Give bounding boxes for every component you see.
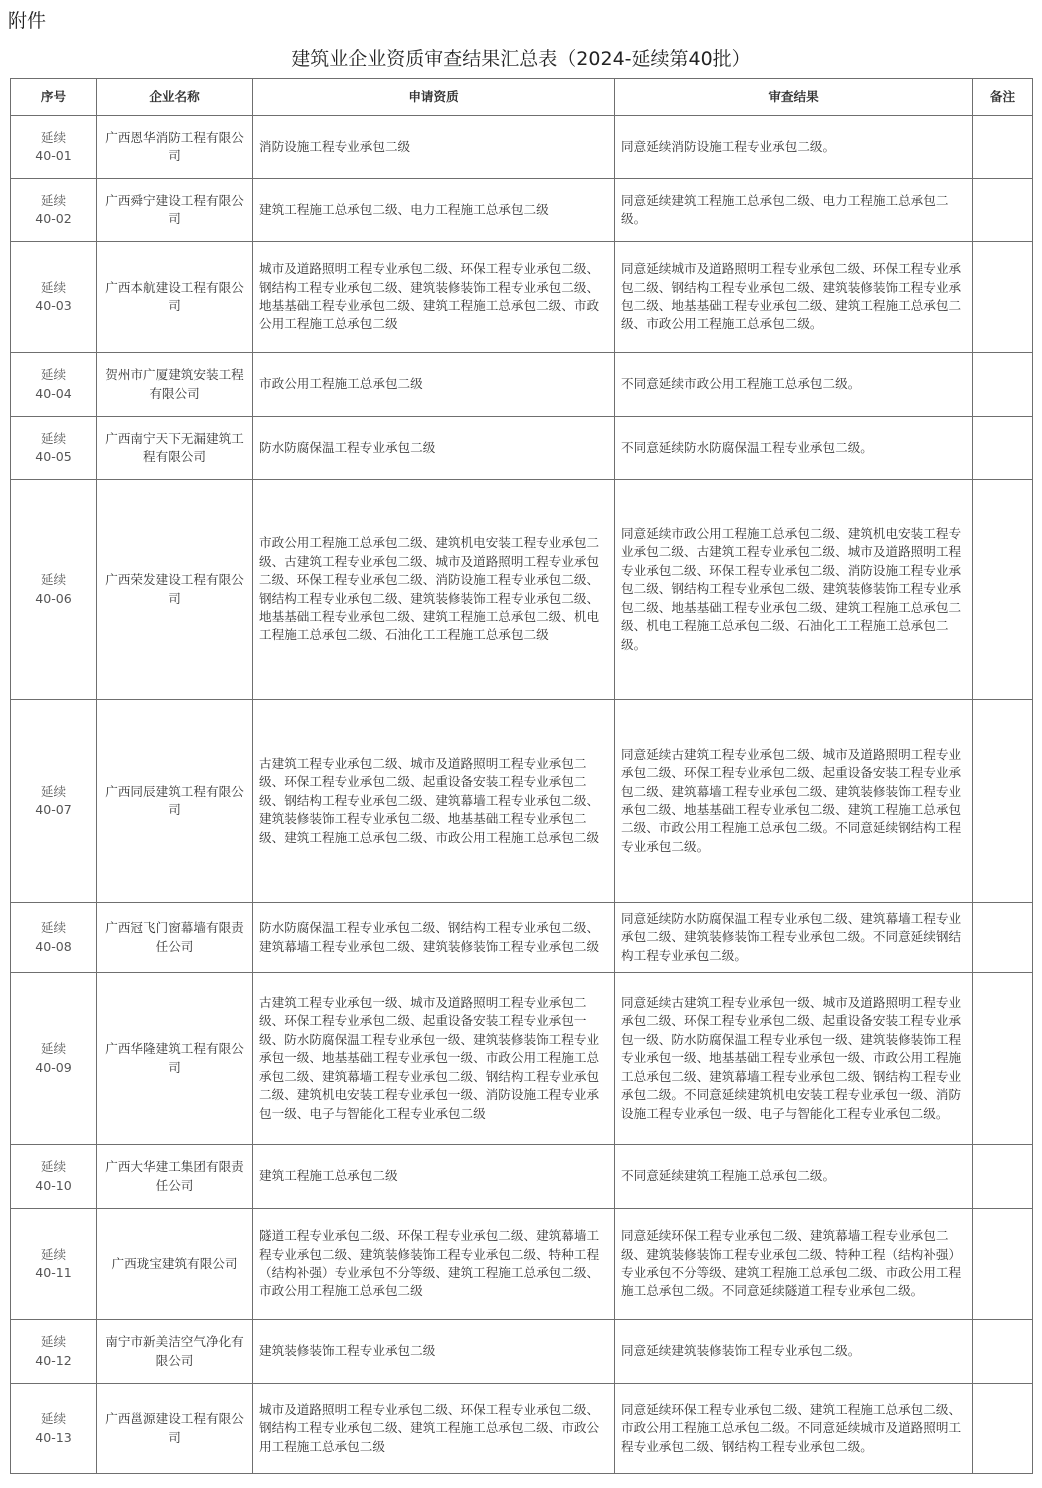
review-result: 同意延续环保工程专业承包二级、建筑幕墙工程专业承包二级、建筑装修装饰工程专业承包二级、特种工程（结构补强）专业承包不分等级、建筑工程施工总承包二级、市政公用工程施工总承包二级。不同意延续隧道工程专业承包二级。 bbox=[615, 1209, 973, 1320]
row-seq bbox=[11, 1384, 97, 1474]
row-seq bbox=[11, 353, 97, 417]
review-result: 同意延续古建筑工程专业承包一级、城市及道路照明工程专业承包二级、环保工程专业承包二级、起重设备安装工程专业承包一级、防水防腐保温工程专业承包一级、建筑装修装饰工程专业承包一级、地基基础工程专业承包一级、市政公用工程施工总承包二级、建筑幕墙工程专业承包二级、钢结构工程专业承包二级。不同意延续建筑机电安装工程专业承包一级、消防设施工程专业承包一级、电子与智能化工程专业承包二级。 bbox=[615, 973, 973, 1145]
note-cell bbox=[973, 1209, 1033, 1320]
results-table bbox=[10, 78, 1033, 1474]
applied-qualification: 隧道工程专业承包二级、环保工程专业承包二级、建筑幕墙工程专业承包二级、建筑装修装饰工程专业承包二级、特种工程（结构补强）专业承包不分等级、建筑工程施工总承包二级、市政公用工程施工总承包二级 bbox=[253, 1209, 615, 1320]
note-cell bbox=[973, 179, 1033, 242]
note-cell bbox=[973, 903, 1033, 973]
seq-prefix: 延续 bbox=[40, 129, 67, 145]
company-name: 贺州市广厦建筑安装工程有限公司 bbox=[97, 353, 253, 417]
seq-prefix: 延续 bbox=[40, 1334, 67, 1350]
table-row bbox=[11, 1145, 1033, 1209]
company-name: 广西舜宁建设工程有限公司 bbox=[97, 179, 253, 242]
row-seq bbox=[11, 1320, 97, 1384]
applied-qualification: 防水防腐保温工程专业承包二级 bbox=[253, 417, 615, 480]
review-result: 不同意延续防水防腐保温工程专业承包二级。 bbox=[615, 417, 973, 480]
page-title: 建筑业企业资质审查结果汇总表（2024-延续第40批） bbox=[291, 48, 751, 70]
applied-qualification: 建筑工程施工总承包二级、电力工程施工总承包二级 bbox=[253, 179, 615, 242]
review-result: 不同意延续市政公用工程施工总承包二级。 bbox=[615, 353, 973, 417]
seq-number: 40-08 bbox=[35, 938, 72, 954]
seq-prefix: 延续 bbox=[40, 1246, 67, 1262]
row-seq bbox=[11, 116, 97, 179]
seq-prefix: 延续 bbox=[40, 783, 67, 799]
company-name: 广西本航建设工程有限公司 bbox=[97, 242, 253, 353]
header-seq: 序号 bbox=[11, 79, 97, 116]
table-row bbox=[11, 353, 1033, 417]
row-seq bbox=[11, 480, 97, 700]
seq-prefix: 延续 bbox=[40, 572, 67, 588]
table-row bbox=[11, 242, 1033, 353]
review-result: 同意延续消防设施工程专业承包二级。 bbox=[615, 116, 973, 179]
note-cell bbox=[973, 973, 1033, 1145]
note-cell bbox=[973, 242, 1033, 353]
seq-number: 40-01 bbox=[35, 148, 72, 163]
seq-number: 40-12 bbox=[35, 1352, 72, 1368]
header-qualification: 申请资质 bbox=[253, 79, 615, 116]
table-row bbox=[11, 973, 1033, 1145]
row-seq bbox=[11, 700, 97, 903]
row-seq bbox=[11, 417, 97, 480]
table-row bbox=[11, 417, 1033, 480]
review-result: 同意延续环保工程专业承包二级、建筑工程施工总承包二级、市政公用工程施工总承包二级。不同意延续城市及道路照明工程专业承包二级、钢结构工程专业承包二级。 bbox=[615, 1384, 973, 1474]
row-seq bbox=[11, 903, 97, 973]
seq-prefix: 延续 bbox=[40, 1041, 67, 1057]
applied-qualification: 建筑装修装饰工程专业承包二级 bbox=[253, 1320, 615, 1384]
company-name: 广西同辰建筑工程有限公司 bbox=[97, 700, 253, 903]
note-cell bbox=[973, 353, 1033, 417]
seq-number: 40-13 bbox=[35, 1429, 72, 1445]
note-cell bbox=[973, 417, 1033, 480]
table-row bbox=[11, 179, 1033, 242]
applied-qualification: 市政公用工程施工总承包二级 bbox=[253, 353, 615, 417]
applied-qualification: 消防设施工程专业承包二级 bbox=[253, 116, 615, 179]
seq-number: 40-05 bbox=[35, 449, 72, 464]
header-result: 审查结果 bbox=[615, 79, 973, 116]
note-cell bbox=[973, 480, 1033, 700]
applied-qualification: 防水防腐保温工程专业承包二级、钢结构工程专业承包二级、建筑幕墙工程专业承包二级、建筑装修装饰工程专业承包二级 bbox=[253, 903, 615, 973]
seq-number: 40-11 bbox=[35, 1265, 72, 1280]
row-seq bbox=[11, 242, 97, 353]
review-result: 同意延续防水防腐保温工程专业承包二级、建筑幕墙工程专业承包二级、建筑装修装饰工程专业承包二级。不同意延续钢结构工程专业承包二级。 bbox=[615, 903, 973, 973]
company-name: 广西荣发建设工程有限公司 bbox=[97, 480, 253, 700]
applied-qualification: 古建筑工程专业承包一级、城市及道路照明工程专业承包二级、环保工程专业承包二级、起重设备安装工程专业承包一级、防水防腐保温工程专业承包一级、建筑装修装饰工程专业承包一级、地基基础工程专业承包一级、市政公用工程施工总承包二级、建筑幕墙工程专业承包二级、钢结构工程专业承包二级、建筑机电安装工程专业承包一级、消防设施工程专业承包一级、电子与智能化工程专业承包二级 bbox=[253, 973, 615, 1145]
header-note: 备注 bbox=[973, 79, 1033, 116]
company-name: 广西冠飞门窗幕墙有限责任公司 bbox=[97, 903, 253, 973]
seq-number: 40-09 bbox=[35, 1059, 72, 1075]
table-row bbox=[11, 1320, 1033, 1384]
review-result: 同意延续建筑装修装饰工程专业承包二级。 bbox=[615, 1320, 973, 1384]
row-seq bbox=[11, 179, 97, 242]
table-row bbox=[11, 116, 1033, 179]
seq-prefix: 延续 bbox=[40, 279, 67, 295]
company-name: 广西恩华消防工程有限公司 bbox=[97, 116, 253, 179]
seq-number: 40-04 bbox=[35, 385, 72, 401]
applied-qualification: 市政公用工程施工总承包二级、建筑机电安装工程专业承包二级、古建筑工程专业承包二级、城市及道路照明工程专业承包二级、环保工程专业承包二级、消防设施工程专业承包二级、钢结构工程专业承包二级、建筑装修装饰工程专业承包二级、地基基础工程专业承包二级、建筑工程施工总承包二级、机电工程施工总承包二级、石油化工工程施工总承包二级 bbox=[253, 480, 615, 700]
review-result: 同意延续古建筑工程专业承包二级、城市及道路照明工程专业承包二级、环保工程专业承包二级、起重设备安装工程专业承包二级、建筑幕墙工程专业承包二级、建筑装修装饰工程专业承包二级、地基基础工程专业承包二级、建筑工程施工总承包二级、市政公用工程施工总承包二级。不同意延续钢结构工程专业承包二级。 bbox=[615, 700, 973, 903]
table-row bbox=[11, 1384, 1033, 1474]
note-cell bbox=[973, 1320, 1033, 1384]
row-seq bbox=[11, 1145, 97, 1209]
note-cell bbox=[973, 116, 1033, 179]
applied-qualification: 城市及道路照明工程专业承包二级、环保工程专业承包二级、钢结构工程专业承包二级、建筑工程施工总承包二级、市政公用工程施工总承包二级 bbox=[253, 1384, 615, 1474]
seq-prefix: 延续 bbox=[40, 192, 67, 208]
review-result: 同意延续城市及道路照明工程专业承包二级、环保工程专业承包二级、钢结构工程专业承包二级、建筑装修装饰工程专业承包二级、地基基础工程专业承包二级、建筑工程施工总承包二级、市政公用工程施工总承包二级。 bbox=[615, 242, 973, 353]
header-company-name: 企业名称 bbox=[97, 79, 253, 116]
seq-prefix: 延续 bbox=[40, 367, 67, 383]
applied-qualification: 古建筑工程专业承包二级、城市及道路照明工程专业承包二级、环保工程专业承包二级、起重设备安装工程专业承包二级、钢结构工程专业承包二级、建筑幕墙工程专业承包二级、建筑装修装饰工程专业承包二级、地基基础工程专业承包二级、建筑工程施工总承包二级、市政公用工程施工总承包二级 bbox=[253, 700, 615, 903]
note-cell bbox=[973, 1145, 1033, 1209]
table-row bbox=[11, 903, 1033, 973]
seq-number: 40-03 bbox=[35, 298, 72, 313]
row-seq bbox=[11, 973, 97, 1145]
company-name: 广西珑宝建筑有限公司 bbox=[97, 1209, 253, 1320]
table-header-row bbox=[11, 79, 1033, 116]
table-row bbox=[11, 700, 1033, 903]
company-name: 广西华隆建筑工程有限公司 bbox=[97, 973, 253, 1145]
company-name: 广西邕源建设工程有限公司 bbox=[97, 1384, 253, 1474]
review-result: 同意延续市政公用工程施工总承包二级、建筑机电安装工程专业承包二级、古建筑工程专业承包二级、城市及道路照明工程专业承包二级、环保工程专业承包二级、消防设施工程专业承包二级、钢结构工程专业承包二级、建筑装修装饰工程专业承包二级、地基基础工程专业承包二级、建筑工程施工总承包二级、机电工程施工总承包二级、石油化工工程施工总承包二级。 bbox=[615, 480, 973, 700]
company-name: 广西大华建工集团有限责任公司 bbox=[97, 1145, 253, 1209]
row-seq bbox=[11, 1209, 97, 1320]
seq-number: 40-02 bbox=[35, 211, 72, 226]
seq-prefix: 延续 bbox=[40, 1159, 67, 1175]
company-name: 南宁市新美洁空气净化有限公司 bbox=[97, 1320, 253, 1384]
seq-prefix: 延续 bbox=[40, 430, 67, 446]
note-cell bbox=[973, 1384, 1033, 1474]
applied-qualification: 建筑工程施工总承包二级 bbox=[253, 1145, 615, 1209]
note-cell bbox=[973, 700, 1033, 903]
review-result: 不同意延续建筑工程施工总承包二级。 bbox=[615, 1145, 973, 1209]
seq-number: 40-07 bbox=[35, 802, 72, 817]
table-row bbox=[11, 480, 1033, 700]
seq-prefix: 延续 bbox=[40, 920, 67, 936]
company-name: 广西南宁天下无漏建筑工程有限公司 bbox=[97, 417, 253, 480]
seq-prefix: 延续 bbox=[40, 1411, 67, 1427]
review-result: 同意延续建筑工程施工总承包二级、电力工程施工总承包二级。 bbox=[615, 179, 973, 242]
applied-qualification: 城市及道路照明工程专业承包二级、环保工程专业承包二级、钢结构工程专业承包二级、建筑装修装饰工程专业承包二级、地基基础工程专业承包二级、建筑工程施工总承包二级、市政公用工程施工总承包二级 bbox=[253, 242, 615, 353]
seq-number: 40-06 bbox=[35, 590, 72, 606]
attachment-label: 附件 bbox=[8, 10, 47, 32]
table-row bbox=[11, 1209, 1033, 1320]
seq-number: 40-10 bbox=[35, 1177, 72, 1193]
